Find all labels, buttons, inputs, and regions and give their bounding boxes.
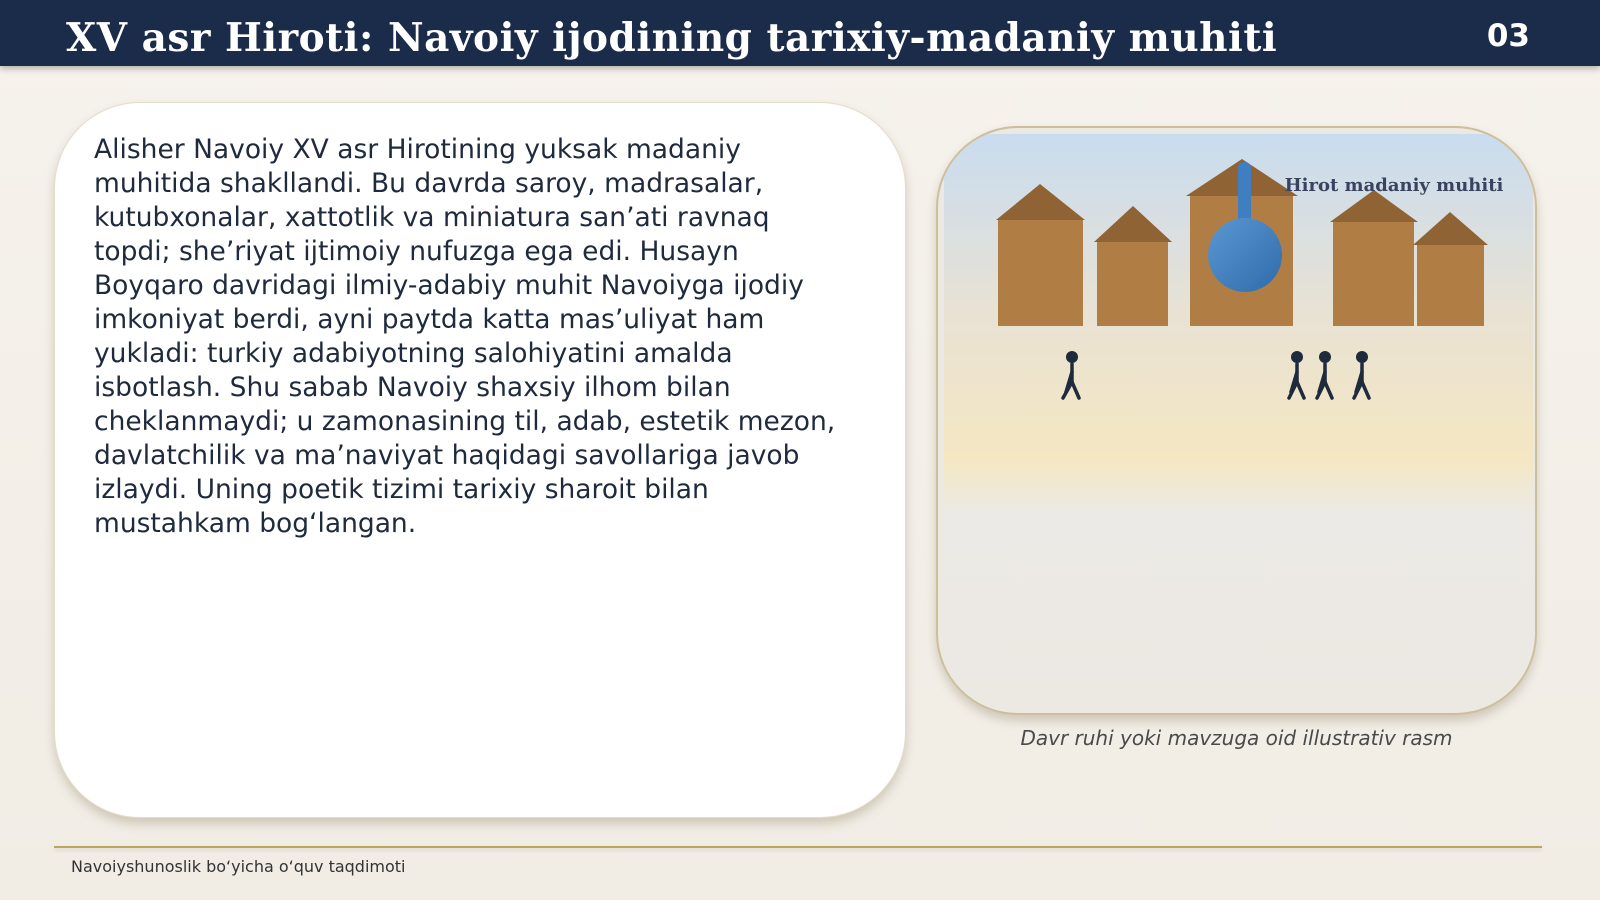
illustration-frame [936, 126, 1537, 715]
illustration-label: Hirot madaniy muhiti [1284, 175, 1504, 196]
slide-title: XV asr Hiroti: Navoiy ijodining tarixiy-madaniy muhiti [66, 15, 1278, 61]
footer-text: Navoiyshunoslik bo‘yicha o‘quv taqdimoti [71, 857, 406, 876]
body-text: Alisher Navoiy XV asr Hirotining yuksak madaniy muhitida shakllandi. Bu davrda saroy, madrasalar, kutubxonalar, xattotlik va miniatura san’ati ravnaq topdi; she’riyat ijtimoiy nufuzga ega edi. Husayn Boyqaro davridagi ilmiy-adabiy muhit Navoiyga ijodiy imkoniyat berdi, ayni paytda katta mas’uliyat ham yukladi: turkiy adabiyotning salohiyatini amalda isbotlash. Shu sabab Navoiy shaxsiy ilhom bilan cheklanmaydi; u zamonasining til, adab, estetik mezon, davlatchilik va ma’naviyat haqidagi savollariga javob izlaydi. Uning poetik tizimi tarixiy sharoit bilan mustahkam bog‘langan. [94, 134, 836, 539]
footer-divider [54, 846, 1542, 848]
herat-illustration [938, 128, 1537, 715]
text-card [54, 102, 906, 818]
page-number: 03 [1486, 18, 1530, 54]
slide-header [0, 0, 1600, 66]
illustration-caption: Davr ruhi yoki mavzuga oid illustrativ rasm [1020, 726, 1453, 750]
